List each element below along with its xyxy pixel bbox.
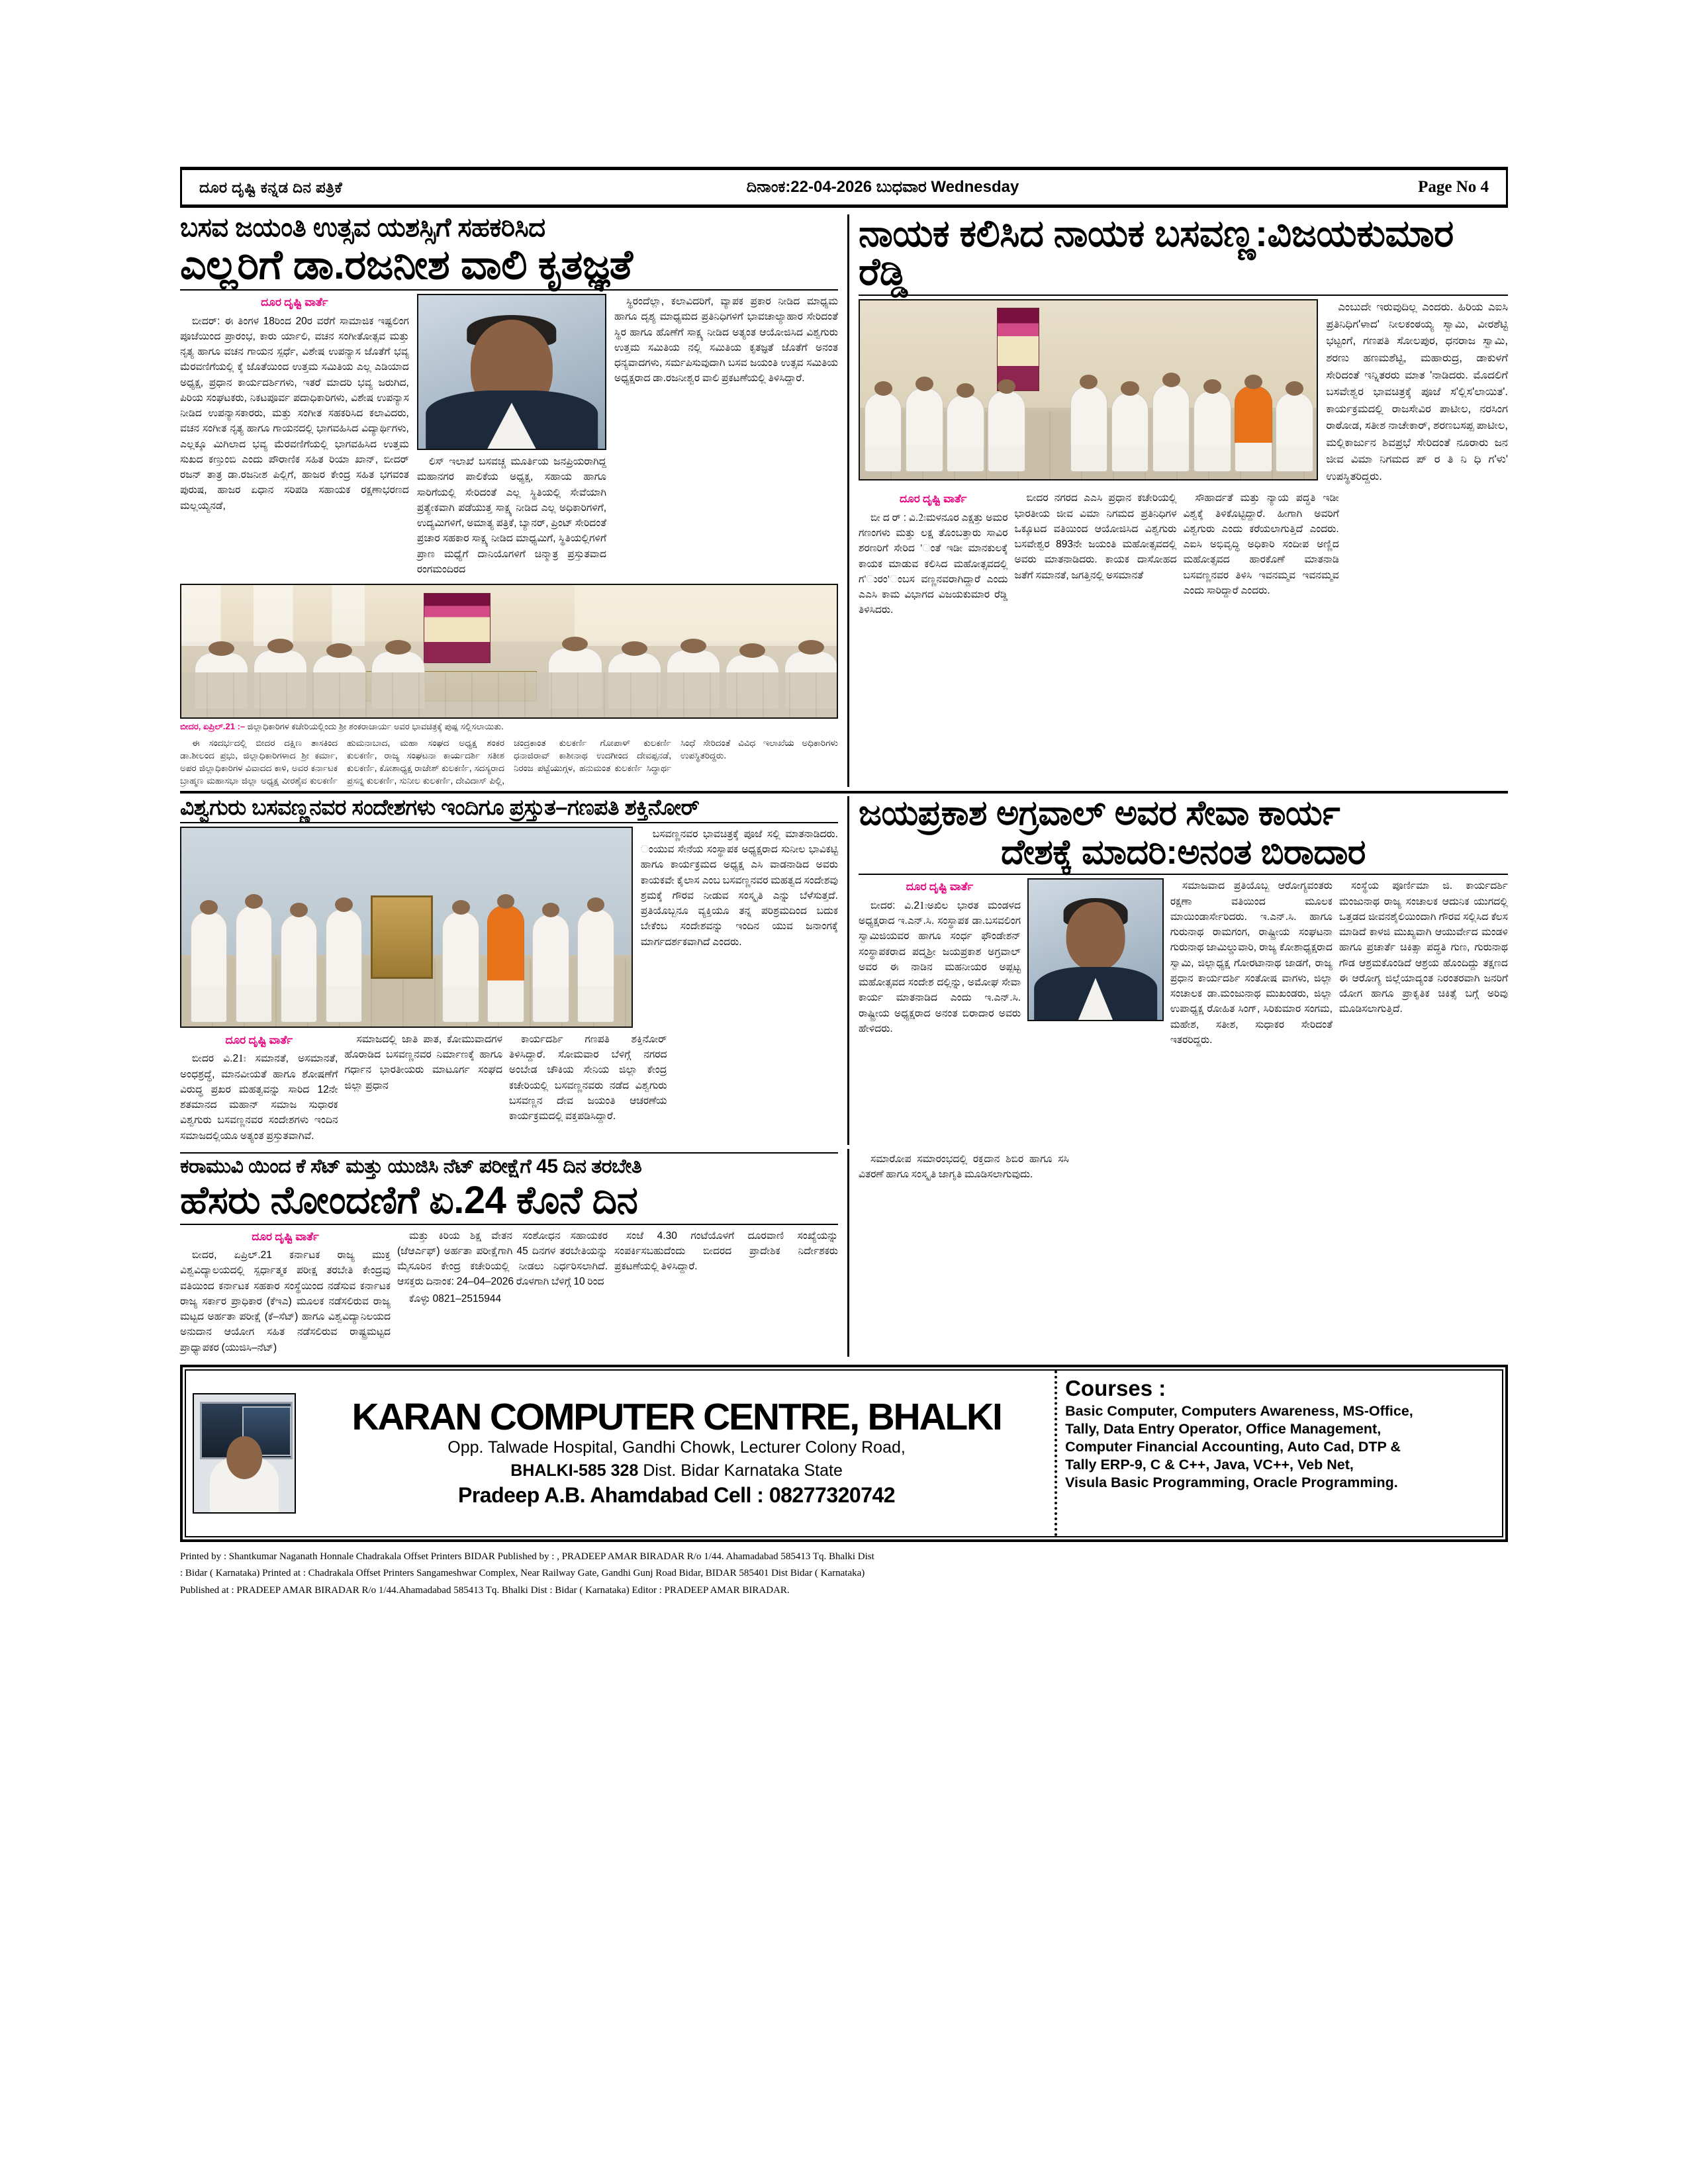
advertisement-karan-computer-centre[interactable] <box>180 1365 1508 1542</box>
imprint-line-2: : Bidar ( Karnataka) Printed at : Chadrakala Offset Printers Sangameshwar Complex, Near Railway Gate, Gandhi Gunj Road Bidar, BIDAR 585401 Dist Bidar ( Karnataka) <box>180 1568 865 1579</box>
ad-courses-block <box>1055 1371 1502 1536</box>
article1-headline-line2: ಎಲ್ಲರಿಗೆ ಡಾ.ರಜನೀಶ ವಾಲಿ ಕೃತಜ್ಞತೆ <box>180 242 633 288</box>
imprint-line-3: Published at : PRADEEP AMAR BIRADAR R/o 1/44.Ahamadabad 585413 Tq. Bhalki Dist : Bidar ( Karnataka) Editor : PRADEEP AMAR BIRADAR. <box>180 1584 790 1596</box>
caption-dateline: ಬೀದರ, ಏಪ್ರಿಲ್.21 :– <box>180 721 246 732</box>
article2-text-4: ಎಂಬುದೇ ಇರುವುದಿಲ್ಲ ಎಂದರು. ಹಿರಿಯ ಎಐಸಿ ಪ್ರತಿನಿಧಿಗ'ಳಾದ' ನೀಲಕಂಠಯ್ಯ ಸ್ವಾಮಿ, ವೀರಶೆಟ್ಟಿ ಭಟ್ಟಂಗೆ, ಗಣಪತಿ ಸೋಲಪುರ, ಧನರಾಜ ಸ್ವಾಮಿ, ಶರಣು ಹಣಮಶೆಟ್ಟಿ, ಮಹಾರುದ್ರ, ಡಾಕುಳಗೆ ಸೇರಿದಂತೆ ಇನ್ನಿತರರು ಮಾತ 'ನಾಡಿದರು. ಮೊದಲಿಗೆ ಬಸವೇಶ್ವರ ಭಾವಚಿತ್ರಕ್ಕೆ ಪೂಜೆ ಸ'ಲ್ಲಿಸ'ಲಾಯಿತ'. ಕಾರ್ಯಕ್ರಮದಲ್ಲಿ ರಾಜಸೇವಿರ ಪಾಟೀಲ, ನರಸಿಂಗ ರಾಠೋಡ, ಸತೀಶ ನಾಚೇಕಾರ್, ಶರಣಬಸಪ್ಪ ಪಾಟೀಲ, ಮಲ್ಲಿಕಾರ್ಜುನ ಶಿವಪ್ರಭೆ ಸೇರಿದಂತೆ ನೂರಾರು ಜನ ಜೀವ ವಿಮಾ ನಿಗಮದ ಪ್ ರ ತಿ ನಿ ಧಿ ಗ'ಳು' ಉಪಸ್ಥಿತರಿದ್ದರು. <box>1326 301 1508 482</box>
article2-text-1: ಬೀ ದ ರ್ : ವಿ.2ಃಮಳನೂರ ಎಕ್ಷತ್ತು ಅಮರ ಗಣಂಗಳು ಮತ್ತು ಲಕ್ಷ ತೊಂಬತ್ತಾರು ಸಾವಿರ ಶರಣರಿಗೆ ಸೇರಿದ 'ಂತೆ ಇಡೀ ಮಾನಕುಲಕ್ಕೆ ಕಾಯಕ ಮಾಡುವ ಕಲಿಸಿದ ಮಹೋತ್ಸವದಲ್ಲಿ ಗ'ುರಂ'ಂಬಸ ವಣ್ಣನವರಾಗಿದ್ದಾರೆ ಎಂದು ಎಎಸಿ ಕಾಮ ವಿಭಾಗದ ವಿಜಯಕುಮಾರ ರೆಡ್ಡಿ ತಿಳಿಸಿದರು. <box>859 512 1008 616</box>
article5-headline: ಹೆಸರು ನೋಂದಣಿಗೆ ಏ.24 ಕೊನೆ ದಿನ <box>180 1179 638 1222</box>
article3-text-1: ಬೀದರ ವಿ.21ಃ ಸಮಾನತೆ, ಅಸಮಾನತೆ, ಅಂಧಶ್ರದ್ಧೆ, ಮಾನವೀಯತೆ ಹಾಗೂ ಶೋಷಣೆಗೆ ವಿರುದ್ಧ ಪ್ರಖರ ಮಹತ್ವವನ್ನು ಸಾರಿದ 12ನೇ ಶತಮಾನದ ಮಹಾನ್ ಸಮಾಜ ಸುಧಾರಕ ವಿಶ್ವಗುರು ಬಸವಣ್ಣನವರ ಸಂದೇಶಗಳು ಇಂದಿನ ಸಮಾಜದಲ್ಲಿಯೂ ಅತ್ಯಂತ ಪ್ರಸ್ತುತವಾಗಿವೆ. <box>180 1053 338 1142</box>
article5-byline: ದೂರ ದೃಷ್ಟಿ ವಾರ್ತೆ <box>252 1230 319 1243</box>
newspaper-page <box>180 167 1508 2020</box>
ad-courses-heading: Courses : <box>1065 1375 1166 1400</box>
ad-district: Dist. Bidar Karnataka State <box>643 1461 843 1480</box>
article4-text-3: ಸಂಸ್ಥೆಯ ಪೂರ್ಣಿಮಾ ಜಿ. ಕಾರ್ಯದರ್ಶಿ ಮಂಜುನಾಥ ರಾಜ್ಯ ಸಂಚಾಲಕ ಆದುನಿಕ ಯುಗದಲ್ಲಿ ಒತ್ತಡದ ಜೀವನಶೈಲಿಯಿಂದಾಗಿ ಗೌರವ ಸಲ್ಲಿಸಿದ ಕೆಲಸ ಮಾಡಿದೆ ಕಾಳಜಿ ಮುಖ್ಯವಾಗಿ ಆಯುರ್ವೇದ ಮಂಡಳಿ ಹಾಗೂ ಪ್ರಚಾರ್ತೆ ಚಿಕಿತ್ಸಾ ಪದ್ಧತಿ ಗುಣ, ಗುರುನಾಥ ಗೌಡ ಆಶ್ರಮಕೊಂಡಿದೆ ಆಶ್ರಯ ಹೊಂದಿದ್ದು ತಕ್ಷಣದ ಈ ಆರೋಗ್ಯ ಜಿಲ್ಲೆಯಾದ್ಯಂತ ನಿರಂತರವಾಗಿ ಜನರಿಗೆ ಯೋಗ ಹಾಗೂ ಪ್ರಾಕೃತಿಕ ಚಿಕಿತ್ಸೆ ಬಗ್ಗೆ ಅರಿವು ಮೂಡಿಸಲಾಗುತ್ತಿದೆ. <box>1338 880 1508 1015</box>
article2-column-4 <box>1326 299 1508 485</box>
article3-column-3 <box>509 1032 667 1124</box>
article-basava-jayanti <box>180 214 847 787</box>
article5-column-3 <box>614 1228 838 1275</box>
article2-headline: ನಾಯಕ ಕಲಿಸಿದ ನಾಯಕ ಬಸವಣ್ಣ:ವಿಜಯಕುಮಾರ ರೆಡ್ಡಿ <box>859 212 1454 294</box>
article4-text-1: ಬೀದರ: ವಿ.21ಃಅಖಿಲ ಭಾರತ ಮಂಡಳದ ಅಧ್ಯಕ್ಷರಾದ ಇ.ಎನ್.ಸಿ. ಸಂಸ್ಥಾಪಕ ಡಾ.ಬಸವಲಿಂಗ ಸ್ವಾಮಿಜಿಯವರ ಹಾಗೂ ಸಂರ್ಧ ಫೌಂಡೇಶನ್ ಸಂಸ್ಥಾಪಕರಾದ ಪದ್ಮಶ್ರೀ ಜಯಪ್ರಕಾಶ ಅಗ್ರವಾಲ್ ಅವರ ಈ ನಾಡಿನ ಮಹನೀಯರ ಅಪ್ಪಟ್ಟ ಮಹೋತ್ಸವದ ಸಂದೇಶ ದಲ್ಲಿನ್ನು, ಅಮೋಘ ಸೇವಾ ಕಾರ್ಯ ಮಾತನಾಡಿದ ಎಂದು ಇ.ಎನ್.ಸಿ. ರಾಷ್ಟ್ರೀಯ ಅಧ್ಯಕ್ಷರಾದ ಅನಂತ ಬಿರಾದಾರ ಅವರು ಹೇಳಿದರು. <box>859 899 1021 1034</box>
article3-column-4 <box>641 827 838 950</box>
article5-column-2 <box>397 1228 608 1306</box>
article1-text-2: ಲಿಸ್ ಇಲಾಖೆ ಬಸವಚ್ಚ ಮೂರ್ತಿಯ ಜನಪ್ರಿಯರಾಗಿದ್ದ ಮಹಾನಗರ ಪಾಲಿಕೆಯ ಅಧ್ಯಕ್ಷ, ಸಹಾಯ ಹಾಗೂ ಸಾರಿಗೆಯಲ್ಲಿ ಸೇರಿದಂತೆ ಎಲ್ಲ ಸ್ಥಿತಿಯಲ್ಲಿ ಸೇವೆಯಾಗಿ ಪ್ರತ್ಯೇಕವಾಗಿ ಪಡೆಯುತ್ತ ಸಾಕ್ಷ್ಯ ನೀಡಿದ ಎಲ್ಲ ಅಧಿಕಾರಿಗಳಿಗೆ, ಉದ್ಯಮಿಗಳಿಗೆ, ಅಮಾತ್ಯ ಪತ್ರಿಕೆ, ಬ್ಯಾನರ್, ಪ್ರಿಂಟ್ ಸೇರಿದಂತೆ ಪ್ರಚಾರ ಸಹಕಾರ ಸಾಕ್ಷ್ಯ ನೀಡಿದ ಮಾಧ್ಯಮಿಗೆ, ಸ್ಥಿತಿಯಲ್ಲಿಗಳಿಗೆ ಪ್ರಾಣ ಮಧ್ಯೆಗೆ ದಾನಿಯೊಗಳಿಗೆ ಚಿನ್ಮಾತ್ರ ಪ್ರಸ್ತುತವಾದ ರಂಗಮಂದಿರದ <box>416 456 607 575</box>
article4-column-3 <box>1339 878 1508 1017</box>
section-divider-1 <box>180 791 1508 794</box>
article-kset-ugcnet <box>180 1149 847 1357</box>
article1-photo-caption <box>180 721 838 733</box>
article5-text-1: ಬೀದರ, ಏಪ್ರಿಲ್.21 ಕರ್ನಾಟಕ ರಾಜ್ಯ ಮುಕ್ತ ವಿಶ್ವವಿದ್ಯಾಲಯದಲ್ಲಿ ಸ್ಪರ್ಧಾತ್ಮಕ ಪರೀಕ್ಷ ತರಬೇತಿ ಕೇಂದ್ರವು ವತಿಯಿಂದ ಕರ್ನಾಟಕ ಸಹಕಾರ ಸಂಸ್ಥೆಯಿಂದ ನಡೆಸುವ ಕರ್ನಾಟಕ ರಾಜ್ಯ ಸರ್ಕಾರ ಪ್ರಾಧಿಕಾರ (ಕೆಇಎ) ಮೂಲಕ ನಡೆಸಲಿರುವ ರಾಜ್ಯ ಮಟ್ಟದ ಅರ್ಹತಾ ಪರೀಕ್ಷೆ (ಕೆ–ಸೆಟ್) ಹಾಗೂ ವಿಶ್ವವಿದ್ಯಾನಿಲಯದ ಅನುದಾನ ಆಯೋಗ ಸಹಿತ ನಡೆಸಲಿರುವ ರಾಷ್ಟ್ರಮಟ್ಟದ ಪ್ರಾಧ್ಯಾಪಕರ (ಯುಜಿಸಿ–ನೆಟ್) <box>180 1250 391 1353</box>
ad-course-line: Basic Computer, Computers Awareness, MS-Office, <box>1065 1402 1413 1419</box>
photo-rajanish-wali <box>417 294 606 450</box>
article3-headline: ವಿಶ್ವಗುರು ಬಸವಣ್ಣನವರ ಸಂದೇಶಗಳು ಇಂದಿಗೂ ಪ್ರಸ್ತುತ–ಗಣಪತಿ ಶಕ್ತಿನೋರ್ <box>180 795 700 820</box>
ad-address-line1: Opp. Talwade Hospital, Gandhi Chowk, Lecturer Colony Road, <box>447 1438 906 1457</box>
article1-column-3 <box>614 294 838 387</box>
article3-column-1 <box>180 1032 338 1144</box>
article1-column-2 <box>417 454 606 577</box>
article4-column-1 <box>859 878 1021 1036</box>
ad-address-line2 <box>305 1461 1048 1481</box>
article3-text-3: ಕಾರ್ಯದರ್ಶಿ ಗಣಪತಿ ಶಕ್ತಿನೋರ್ ತಿಳಿಸಿದ್ದಾರೆ. ಸೋಮವಾರ ಬೆಳಿಗ್ಗೆ ನಗರದ ಅಂಬೇಡ ಚೌಕಿಯ ಸೇನಿಯ ಜಿಲ್ಲಾ ಕೇಂದ್ರ ಕಚೇರಿಯಲ್ಲಿ ಬಸವಣ್ಣನವರು ನಡೆದ ವಿಶ್ವಗುರು ಬಸವಣ್ಣನ ದೇವ ಜಯಂತಿ ಆಚರಣೆಯ ಕಾರ್ಯಕ್ರಮದಲ್ಲಿ ವಕ್ತಪಡಿಸಿದ್ದಾರೆ. <box>509 1033 667 1122</box>
article5-text-2: ಮತ್ತು ಕಿರಿಯ ಶಿಕ್ಷ ವೇತನ ಸಂಶೋಧನ ಸಹಾಯಕರ (ಜೆಆರ್ಎಫ್) ಅರ್ಹತಾ ಪರೀಕ್ಷೆಗಾಗಿ 45 ದಿನಗಳ ತರಬೇತಿಯನ್ನು ಮೈಸೂರಿನ ಕೇಂದ್ರ ಕಚೇರಿಯಲ್ಲಿ ನೀಡಲು ನಿರ್ಧರಿಸಲಾಗಿದೆ. ಆಸಕ್ತರು ದಿನಾಂಕ: 24–04–2026 ರೊಳಗಾಗಿ ಬೆಳಿಗ್ಗೆ 10 ರಿಂದ <box>397 1230 608 1288</box>
article1-text-1: ಬೀದರ್: ಈ ತಿಂಗಳ 18ರಿಂದ 20ರ ವರೆಗೆ ಸಾಮಾಜಿಕ ಇಷ್ಟಲಿಂಗ ಪೂಜೆಯಿಂದ ಪ್ರಾರಂಭ, ಕಾರು ರ್ಯಾಲಿ, ವಚನ ಸಂಗೀತೋತ್ಸವ ಮತ್ತು ನೃತ್ಯ ಹಾಗೂ ವಚನ ಗಾಯನ ಸ್ಪರ್ಧೆ, ವಿಶೇಷ ಉಪನ್ಯಾಸ ಜೊತೆಗೆ ಭವ್ಯ ಮೆರವಣಿಗೆಯಲ್ಲಿ ಕ್ಕೆ ಜೊತೆಯಿಂದ ಉತ್ತಮ ಸಮಿತಿಯ ಎಲ್ಲ ಎಡಿಯಾದ ಅಧ್ಯಕ್ಷ, ಪ್ರಧಾನ ಕಾರ್ಯದರ್ಶಿಗಳು, ಇತರೆ ಮಾದರಿ ಭವ್ಯ ಜರುಗಿದ, ಪಿರಿಯ ಸಂಘಟಕರು, ನಿಕಟಪೂರ್ವ ಪದಾಧಿಕಾರಿಗಳು, ವಿಶೇಷ ಉಪನ್ಯಾಸ ನೀಡಿದ ಉಪನ್ಯಾಸಕಾರರು, ಮತ್ತು ಸಂಗೀತ ಸಹಕರಿಸಿದ ಕಲಾವಿದರು, ವಚನ ಸಂಗೀತ ನೃತ್ಯ ಹಾಗೂ ಗಾಯನದಲ್ಲಿ ಭಾಗವಹಿಸಿದ ವಿದ್ಯಾರ್ಥಿಗಳು, ಎಲ್ಲಕ್ಕೂ ಮಿಗಿಲಾದ ಭವ್ಯ ಮೆರವಣಿಗೆಯಲ್ಲಿ ಭಾಗವಹಿಸಿದ ಉತ್ತಮ ಸುಖದ ಕಣ್ತುಂಬಿ ಎಂದು ಪೌರಾಣಿಕ ಸಹಿತ ರಿಯಾ ಖಾನ್, ಬೀದರ್ ರಜನ್ ತಾತ್ರ ಡಾ.ರಜನೀಶ ಪಿಲ್ಲಿಗೆ, ಹಾಜರ ಕೇಂದ್ರ ಸಹಿತ ಭಗವಂತ ಪುರುಷ, ಹಾಜರ ಏಧಾನ ಸರಿಪಡಿ ಸಹಾಯಕ ರಕ್ಷಣಾಭರಣದ ಮಲ್ಲಯ್ಯನಡೆ, <box>180 315 409 512</box>
article1-text-lower: ಈ ಸಂದರ್ಭದಲ್ಲಿ ಬೀದರ ದಕ್ಷಿಣ ತಾಸಕಿಂದ ಡಾ.ಶೀಲಂದ ಪ್ರಭು, ಜಿಲ್ಲಾಧಿಕಾರಿಗಳಾದ ಶ್ರೀ ಕರ್ಮಾ, ಅಪರ ಜಿಲ್ಲಾಧಿಕಾರಿಗಳ ವಿವಾದದ ಕಾಳಿ, ಅವರ ಕರ್ನಾಟಕ ಬ್ರಾಹ್ಮಣ ಮಹಾಸಭಾ ಜಿಲ್ಲಾ ಅಧ್ಯಕ್ಷ ವೀರಶೈವ ಕುಲಕರ್ಣಿ ಹುಮನಾಬಾದ, ಮಹಾ ಸಂಘದ ಅಧ್ಯಕ್ಷ ಶಂಕರ ಕುಲಕರ್ಣಿ, ರಾಜ್ಯ ಸಂಘಟನಾ ಕಾರ್ಯದರ್ಶಿ ಸತೀಶ ಕುಲಕರ್ಣಿ, ಕೋಶಾಧ್ಯಕ್ಷ ರಾಜೇಶ್ ಕುಲಕರ್ಣಿ, ಸದಸ್ಯರಾದ ಪ್ರಸನ್ನ ಕುಲಕರ್ಣಿ, ಸುನೀಲ ಕುಲಕರ್ಣಿ, ದೇವಿದಾಸ್ ಪಿಲ್ಲಿ, ಚಂದ್ರಕಾಂತ ಕುಲಕರ್ಣಿ ಗೋಪಾಳ್ ಕುಲಕರ್ಣಿ ಧನಾಜಿರಾವ್ ಕಾಶೀನಾಥ ಉದಗೀಂದ ದೇವಪ್ಪನಡೆ, ನಿರಂಜ ಪಟ್ಟೆಯುಗ್ಗಳ, ಹನುಮಂತ ಕುಲಕರ್ಣಿ ಸಿದ್ಧಾರ್ಥ ಸಿಂಧೆ ಸೇರಿದಂತೆ ವಿವಿಧ ಇಲಾಖೆಯ ಅಧಿಕಾರಿಗಳು ಉಪಸ್ಥಿತರಿದ್ದರು. <box>180 737 838 786</box>
article2-column-2 <box>1014 490 1176 583</box>
ad-course-line: Computer Financial Accounting, Auto Cad, DTP & <box>1065 1439 1401 1455</box>
article-jayaprakash-agrawal <box>849 796 1508 1145</box>
article1-column-1 <box>180 294 409 514</box>
ad-course-line: Tally ERP-9, C & C++, Java, VC++, Veb Net, <box>1065 1457 1354 1473</box>
masthead <box>180 167 1508 208</box>
caption-text: ಜಿಲ್ಲಾಧಿಕಾರಿಗಳ ಕಚೇರಿಯಲ್ಲಿಂದು ಶ್ರೀ ಶಂಕರಾಚಾರ್ಯ ಅವರ ಭಾವಚಿತ್ರಕ್ಕೆ ಪುಷ್ಪ ಸಲ್ಲಿಸಲಾಯಿತು. <box>245 721 504 732</box>
article4-headline-line2: ದೇಶಕ್ಕೆ ಮಾದರಿ:ಅನಂತ ಬಿರಾದಾರ <box>1001 833 1366 872</box>
article3-text-2: ಸಮಾಜದಲ್ಲಿ ಜಾತಿ ಪಾತ, ಕೋಮುವಾದಗಳ ಹೊರಾಡಿದ ಬಸವಣ್ಣನವರ ನಿರ್ಮಾಣಕ್ಕೆ ಹಾಗೂ ಗರ್ಧಾನ ಭಾರತೀಯರು ಮಾಟೂರ್ಗ ಸಂಘದ ಜಿಲ್ಲಾ ಪ್ರಧಾನ <box>344 1033 502 1091</box>
ad-course-line: Tally, Data Entry Operator, Office Management, <box>1065 1420 1382 1437</box>
article1-lower-text <box>180 737 838 788</box>
photo-dc-office-function <box>180 584 838 719</box>
ad-course-line: Visula Basic Programming, Oracle Programming. <box>1065 1475 1398 1491</box>
article-nayaka-basavanna <box>849 214 1508 787</box>
imprint-footer <box>180 1549 1508 1600</box>
ad-pincode: BHALKI-585 328 <box>510 1461 639 1480</box>
lower-section <box>180 1149 1508 1357</box>
top-section <box>180 214 1508 787</box>
article-vishwaguru-sandesha <box>180 796 847 1145</box>
article4-text-2: ಸಮಾಜವಾದ ಪ್ರತಿಯೊಬ್ಬ ಆರೋಗ್ಯವಂತರು ರಕ್ಷಣಾ ವತಿಯಿಂದ ಮೂಲಕ ಮಾಯಿಂಡಾರ್ಸೇರಿದರು. ಇ.ಎನ್.ಸಿ. ಹಾಗೂ ಗುರುನಾಥ ರಾಮಗಂಗ, ರಾಷ್ಟ್ರೀಯ ಸಂಘಟನಾ ಗುರುನಾಥ ಜಾಮಿಲ್ಡುವಾರಿ, ರಾಜ್ಯ ಕೋಶಾಧ್ಯಕ್ಷರಾದ ಸ್ವಾಮಿ, ಜಿಲ್ಲಾಧ್ಯಕ್ಷ ಗೋರಟಾನಾಥ ಜಾಡಗೆ, ರಾಜ್ಯ ಪ್ರಧಾನ ಕಾರ್ಯದರ್ಶಿ ಸಂತೋಷ ವಾಗಳು, ಜಿಲ್ಲಾ ಸಂಚಾಲಕ ಡಾ.ಮಂಜುನಾಥ ಮುಖಂಡರು, ಜಿಲ್ಲಾ ಉಪಾಧ್ಯಕ್ಷ ರೋಹಿತ ಸಿಂಗ್, ಸಿರಿಕುಮಾರ ಸಂಗಮ, ಮಹೇಶ, ಸತೀಶ, ಸುಧಾಕರ ಸೇರಿದಂತೆ ಇತರರಿದ್ದರು. <box>1170 880 1333 1046</box>
article1-byline: ದೂರ ದೃಷ್ಟಿ ವಾರ್ತೆ <box>261 296 328 309</box>
article1-headline-line1: ಬಸವ ಜಯಂತಿ ಉತ್ಸವ ಯಶಸ್ಸಿಗೆ ಸಹಕರಿಸಿದ <box>180 213 545 242</box>
article5-phone: ಕೊಳ್ಳು 0821–2515944 <box>409 1293 502 1304</box>
article4-continuation <box>849 1149 1508 1357</box>
middle-section <box>180 796 1508 1145</box>
article4-byline: ದೂರ ದೃಷ್ಟಿ ವಾರ್ತೆ <box>906 880 974 893</box>
ad-contact[interactable]: Pradeep A.B. Ahamdabad Cell : 08277320742 <box>457 1483 896 1508</box>
photo-sena-office-group <box>180 827 633 1028</box>
article5-kicker: ಕರಾಮುವಿ ಯಿಂದ ಕೆ ಸೆಟ್ ಮತ್ತು ಯುಜಿಸಿ ನೆಟ್ ಪರೀಕ್ಷೆಗೆ 45 ದಿನ ತರಬೇತಿ <box>180 1155 642 1177</box>
article2-text-3: ಸೌಹಾರ್ದತೆ ಮತ್ತು ನ್ಯಾಯ ಪದ್ಧತಿ ಇಡೀ ವಿಶ್ವಕ್ಕೆ ತಿಳಿಕೊಟ್ಟಿದ್ದಾರೆ. ಹೀಗಾಗಿ ಅವರಿಗೆ ವಿಶ್ವಗುರು ಎಂದು ಕರೆಯಲಾಗುತ್ತಿದೆ ಎಂದರು. ಎಐಸಿ ಅಭಿವೃದ್ಧಿ ಅಧಿಕಾರಿ ಸಂದೀಪ ಅಣ್ಣಿದ ಮಹೋತ್ಸವದ ಹಾರಕೊಣೆ ಮಾತನಾಡಿ ಬಸವಣ್ಣನವರ ತಿಳಿಸಿ ಇವನಮ್ಮವ ಇವನಮ್ಮವ ಎಂದು ಸಾರಿದ್ದಾರೆ ಎಂದರು. <box>1183 492 1339 596</box>
imprint-line-1: Printed by : Shantkumar Naganath Honnale Chadrakala Offset Printers BIDAR Published by : , PRADEEP AMAR BIRADAR R/o 1/44. Ahamadabad 585413 Tq. Bhalki Dist <box>180 1551 874 1562</box>
page-number: Page No 4 <box>1418 178 1489 196</box>
article5-text-4: ಸಮಾರೋಪ ಸಮಾರಂಭದಲ್ಲಿ ರಕ್ತದಾನ ಶಿಬಿರ ಹಾಗೂ ಸಸಿ ವಿತರಣೆ ಹಾಗೂ ಸಂಸ್ಕೃತಿ ಜಾಗೃತಿ ಮೂಡಿಸಲಾಗುವುದು. <box>859 1153 1069 1181</box>
photo-lic-office-group <box>859 299 1318 480</box>
ad-owner-photo <box>193 1393 296 1514</box>
ad-main-block <box>186 1371 1055 1536</box>
photo-people <box>181 633 837 709</box>
photo-anantha-biradar <box>1027 878 1164 1021</box>
article3-text-4: ಬಸವಣ್ಣನವರ ಭಾವಚಿತ್ರಕ್ಕೆ ಪೂಜೆ ಸಲ್ಲಿ ಮಾತನಾಡಿದರು. ಂಯುವ ಸೇನೆಯ ಸಂಸ್ಥಾಪಕ ಅಧ್ಯಕ್ಷರಾದ ಸುನೀಲ ಭಾವಿಕಟ್ಟಿ ಹಾಗೂ ಕಾರ್ಯಕ್ರಮದ ಅಧ್ಯಕ್ಷ ಎಸಿ ವಾಡನಾಡಿದ ಅವರು ಕಾಯಕವೇ ಕೈಲಾಸ ಎಂಬ ಬಸವಣ್ಣನವರ ಮಹತ್ವದ ಸಂದೇಶವು ಶ್ರಮಕ್ಕೆ ಗೌರವ ನೀಡುವ ಸಂಸ್ಕೃತಿ ಎನ್ನು ಬೆಳೆಸುತ್ತದೆ. ಪ್ರತಿಯೊಬ್ಬನೂ ವ್ಯಕ್ತಿಯೂ ತನ್ನ ಪರಿಶ್ರಮದಿಂದ ಬದುಕ ಬೇಕೆಂಬ ಸಂದೇಶವನ್ನು ಇಂದಿನ ಯುವ ಜನಾಂಗಕ್ಕೆ ಮಾರ್ಗದರ್ಶಕವಾಗಿದೆ ಎಂದರು. <box>640 828 838 948</box>
article2-column-1 <box>859 490 1008 617</box>
article5-column-4 <box>859 1152 1508 1183</box>
article2-text-2: ಬೀದರ ನಗರದ ಎಎಸಿ ಪ್ರಧಾನ ಕಚೇರಿಯಲ್ಲಿ ಭಾರತೀಯ ಜೀವ ವಿಮಾ ನಿಗಮದ ಪ್ರತಿನಿಧಿಗಳ ಒಕ್ಕೂಟದ ವತಿಯಿಂದ ಆಯೋಜಿಸಿದ ವಿಶ್ವಗುರು ಬಸವೇಶ್ವರ 893ನೇ ಜಯಂತಿ ಮಹೋತ್ಸವದಲ್ಲಿ ಅವರು ಮಾತನಾಡಿದರು. ಕಾಯಕ ದಾಸೋಹದ ಜತೆಗೆ ಸಮಾನತೆ, ಜಗತ್ತಿನಲ್ಲಿ ಅಸಮಾನತೆ <box>1014 492 1177 581</box>
article4-column-2 <box>1170 878 1333 1048</box>
article2-column-3 <box>1183 490 1338 598</box>
article3-byline: ದೂರ ದೃಷ್ಟಿ ವಾರ್ತೆ <box>225 1033 293 1046</box>
article2-byline: ದೂರ ದೃಷ್ಟಿ ವಾರ್ತೆ <box>899 492 967 506</box>
article1-text-3: ಸ್ಥಿರಂದೆಲ್ಲಾ, ಕಲಾವಿದರಿಗೆ, ವ್ಯಾಪಕ ಪ್ರಕಾರ ನೀಡಿದ ಮಾಧ್ಯಮ ಹಾಗೂ ದೃಶ್ಯ ಮಾಧ್ಯಮದ ಪ್ರತಿನಿಧಿಗಳಿಗೆ ಭಾವಚಾಲ್ಯಾಹಾರ ಸೇರಿದಂತೆ ಸ್ಥಿರ ಹಾಗೂ ಹೊಣೆಗೆ ಸಾಕ್ಷ್ಯ ನೀಡಿದ ಅತ್ಯಂತ ಆಯೋಜಿಸಿದ ವಿಶ್ವಗುರು ಉತ್ತಮ ಸಮಿತಿಯ ನಲ್ಲಿ ಸಮಿತಿಯ ಕೃತಜ್ಞತೆ ಜೊತೆಗೆ ಅನಂತ ಧನ್ಯವಾದಗಳು, ಸರ್ಮಪಿಸುವುದಾಗಿ ಬಸವ ಜಯಂತಿ ಉತ್ಸವ ಸಮಿತಿಯ ಅಧ್ಯಕ್ಷರಾದ ಡಾ.ರಜನೀಶ್ವರ ವಾಲಿ ಪ್ರಕಟಣೆಯಲ್ಲಿ ತಿಳಿಸಿದ್ದಾರೆ. <box>614 296 838 385</box>
article3-column-2 <box>345 1032 503 1093</box>
article5-column-1 <box>180 1228 391 1355</box>
ad-title: KARAN COMPUTER CENTRE, BHALKI <box>352 1395 1002 1438</box>
article5-text-3: ಸಂಜೆ 4.30 ಗಂಟೆಯೊಳಗೆ ದೂರವಾಣಿ ಸಂಖ್ಯೆಯನ್ನು ಸಂಪರ್ಕಿಸಬಹುದೆಂದು ಬೀದರದ ಪ್ರಾದೇಶಿಕ ನಿರ್ದೇಶಕರು ಪ್ರಕಟಣೆಯಲ್ಲಿ ತಿಳಿಸಿದ್ದಾರೆ. <box>614 1230 838 1273</box>
paper-name: ದೂರ ದೃಷ್ಟಿ ಕನ್ನಡ ದಿನ ಪತ್ರಿಕೆ <box>199 178 343 196</box>
issue-date: ದಿನಾಂಕ:22-04-2026 ಬುಧವಾರ Wednesday <box>746 178 1019 196</box>
article4-headline-line1: ಜಯಪ್ರಕಾಶ ಅಗ್ರವಾಲ್ ಅವರ ಸೇವಾ ಕಾರ್ಯ <box>859 794 1340 833</box>
